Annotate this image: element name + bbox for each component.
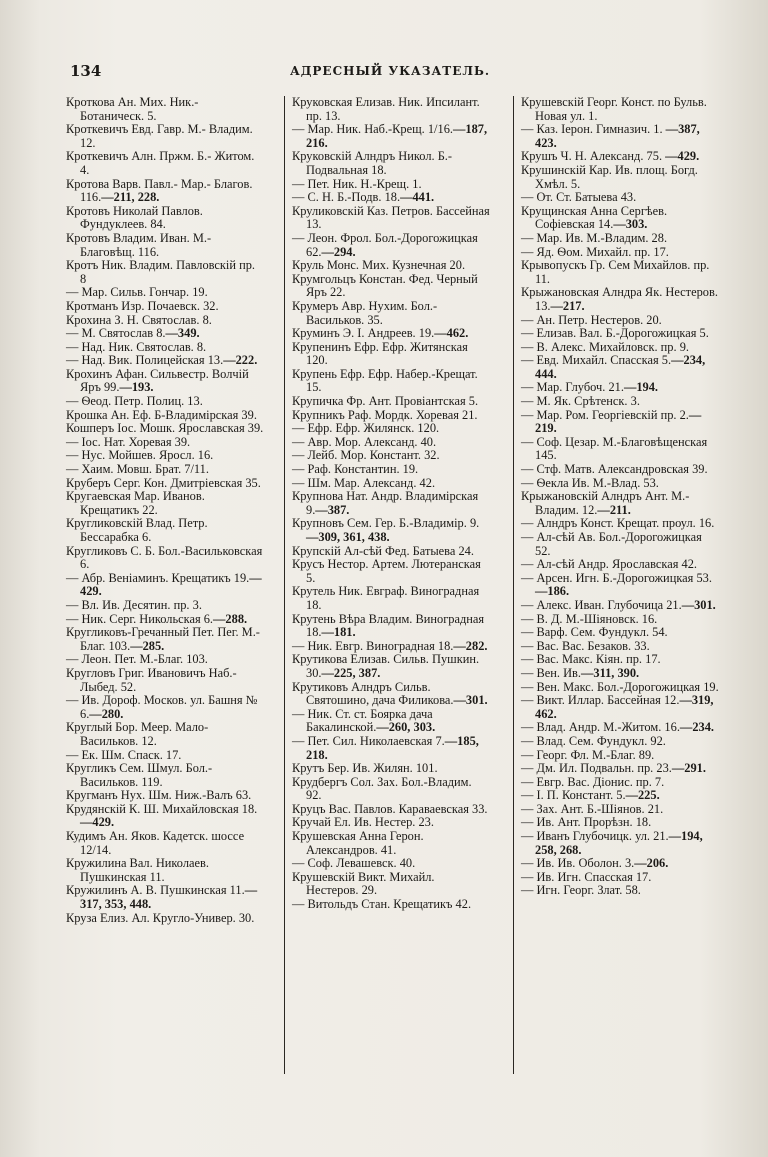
directory-entry: — Нус. Мойшев. Яросл. 16. <box>66 448 214 463</box>
directory-entry: — Ник. Евгр. Виноградная 18.—282. <box>292 638 488 653</box>
directory-entry: Крупенинъ Ефр. Ефр. Житянская 120. <box>292 339 468 368</box>
directory-entry: Крупичка Фр. Ант. Провіантская 5. <box>292 394 479 409</box>
directory-entry: Кроткевичъ Алн. Пржм. Б.- Житом. 4. <box>66 149 255 177</box>
directory-entry: — Шм. Мар. Александ. 42. <box>292 475 436 490</box>
directory-entry: Круминъ Э. І. Андреев. 19.—462. <box>292 326 469 341</box>
directory-entry: — Над. Вик. Полицейская 13.—222. <box>66 353 258 368</box>
directory-entry: — Вас. Вас. Безаков. 33. <box>521 638 650 653</box>
directory-entry: Круковскій Алндръ Никол. Б.-Подвальная 18. <box>292 149 453 177</box>
directory-entry: — Ник. Ст. ст. Боярка дача Бакалинской.—260, 303. <box>292 706 436 735</box>
directory-entry: Крупновъ Сем. Гер. Б.-Владимір. 9.—309, 361, 438. <box>292 516 480 544</box>
directory-entry: — Ѳекла Ив. М.-Влад. 53. <box>521 475 659 490</box>
directory-entry: Кругловъ Григ. Ивановичъ Наб.-Лыбед. 52. <box>66 665 237 694</box>
directory-entry: — Дм. Ил. Подвальн. пр. 23.—291. <box>521 761 706 776</box>
directory-entry: — Ив. Игн. Спасская 17. <box>521 869 652 884</box>
directory-entry: Круцъ Вас. Павлов. Караваевская 33. <box>292 801 488 816</box>
directory-entry: Крумгольцъ Констан. Фед. Черный Яръ 22. <box>292 271 478 300</box>
directory-entry: — Раф. Константин. 19. <box>292 462 419 477</box>
directory-entry: — Ан. Петр. Нестеров. 20. <box>521 312 662 327</box>
directory-entry: Крущинская Анна Сергѣев. Софіевская 14.—303. <box>521 203 668 232</box>
directory-entry: — Ив. Дороф. Москов. ул. Башня № 6.—280. <box>66 693 258 721</box>
directory-entry: Крупнова Нат. Андр. Владимірская 9.—387. <box>292 489 479 517</box>
directory-entry: — Іос. Нат. Хоревая 39. <box>66 434 191 449</box>
directory-entry: — Ефр. Ефр. Жилянск. 120. <box>292 421 440 436</box>
directory-entry: Кругликовъ-Гречанный Пет. Пег. М.-Благ. 103.—285. <box>66 625 260 653</box>
directory-entry: Крохина З. Н. Святослав. 8. <box>66 312 212 327</box>
directory-entry: — І. П. Констант. 5.—225. <box>521 788 660 803</box>
column-divider <box>284 96 285 1074</box>
directory-entry: Кругликъ Сем. Шмул. Бол.-Васильков. 119. <box>66 761 213 789</box>
directory-entry: — В. Алекс. Михайловск. пр. 9. <box>521 339 689 354</box>
directory-entry: — Варф. Сем. Фундукл. 54. <box>521 625 668 640</box>
directory-entry: Крошка Ан. Еф. Б-Владимірская 39. <box>66 407 257 422</box>
directory-entry: Кругликовскій Влад. Петр. Бессарабка 6. <box>66 516 208 544</box>
directory-entry: — Каз. Іерон. Гимназич. 1. —387, 423. <box>521 122 700 150</box>
directory-entry: Кудимъ Ан. Яков. Кадетск. шоссе 12/14. <box>66 829 245 857</box>
directory-entry: Крусъ Нестор. Артем. Лютеранская 5. <box>292 557 481 585</box>
directory-entry: Крупень Ефр. Ефр. Набер.-Крещат. 15. <box>292 366 478 395</box>
directory-entry: — Соф. Левашевск. 40. <box>292 856 416 871</box>
directory-entry: — Леон. Фрол. Бол.-Дорогожицкая 62.—294. <box>292 230 478 259</box>
directory-entry: — Викт. Иллар. Бассейная 12.—319, 462. <box>521 693 714 721</box>
directory-entry: — Над. Ник. Святослав. 8. <box>66 339 207 354</box>
directory-entry: — Вен. Макс. Бол.-Дорогожицкая 19. <box>521 679 719 694</box>
directory-entry: — Мар. Ром. Георгіевскій пр. 2.—219. <box>521 407 702 436</box>
directory-entry: — Леон. Пет. М.-Благ. 103. <box>66 652 208 667</box>
directory-entry: Круликовскій Каз. Петров. Бассейная 13. <box>292 203 490 232</box>
directory-entry: — Алекс. Иван. Глубочица 21.—301. <box>521 597 716 612</box>
directory-column-2 <box>292 96 490 912</box>
directory-entry: — Ѳеод. Петр. Полиц. 13. <box>66 394 203 409</box>
directory-entry: Кротъ Ник. Владим. Павловскій пр. 8 <box>66 258 256 286</box>
directory-entry: — От. Ст. Батыева 43. <box>521 190 637 205</box>
directory-entry: — Ек. Шм. Спаск. 17. <box>66 747 182 762</box>
directory-entry: — Ив. Ив. Оболон. 3.—206. <box>521 856 669 871</box>
directory-entry: Крутель Ник. Евграф. Виноградная 18. <box>292 584 480 612</box>
directory-entry: — Иванъ Глубочицк. ул. 21.—194, 258, 268. <box>521 829 703 857</box>
directory-entry: — Авр. Мор. Александ. 40. <box>292 434 437 449</box>
directory-entry: — Вас. Макс. Кіян. пр. 17. <box>521 652 661 667</box>
directory-entry: Круглый Бор. Меер. Мало-Васильков. 12. <box>66 720 209 748</box>
directory-entry: — Стф. Матв. Александровская 39. <box>521 462 708 477</box>
running-title: АДРЕСНЫЙ УКАЗАТЕЛЬ. <box>289 64 491 78</box>
directory-entry: Крушевскій Георг. Конст. по Бульв. Новая ул. 1. <box>521 95 707 123</box>
directory-entry: — Абр. Веніаминъ. Крещатикъ 19.—429. <box>66 570 262 599</box>
directory-entry: — Мар. Ив. М.-Владим. 28. <box>521 230 668 245</box>
directory-entry: Крыжановскій Алндръ Ант. М.-Владим. 12.—211. <box>521 489 690 517</box>
directory-entry: — Ал-сѣй Ав. Бол.-Дорогожицкая 52. <box>521 530 702 558</box>
directory-entry: Крупскій Ал-сѣй Фед. Батыева 24. <box>292 543 474 558</box>
directory-entry: — Соф. Цезар. М.-Благовѣщенская 145. <box>521 434 708 463</box>
directory-entry: Кручай Ел. Ив. Нестер. 23. <box>292 815 434 830</box>
directory-entry: Крудянскій К. Ш. Михайловская 18.—429. <box>66 801 258 830</box>
directory-entry: Кротовъ Николай Павлов. Фундуклеев. 84. <box>66 203 203 232</box>
directory-entry: — М. Як. Срѣтенск. 3. <box>521 394 640 409</box>
directory-entry: — Яд. Ѳом. Михайл. пр. 17. <box>521 244 669 259</box>
directory-entry: Круберъ Серг. Кон. Дмитріевская 35. <box>66 475 261 490</box>
directory-entry: Кротова Варв. Павл.- Мар.- Благов. 116.—211, 228. <box>66 176 253 205</box>
directory-entry: — Елизав. Вал. Б.-Дорогожицкая 5. <box>521 326 709 341</box>
directory-entry: — Ал-сѣй Андр. Ярославская 42. <box>521 557 698 572</box>
directory-entry: Крушинскій Кар. Ив. площ. Богд. Хмѣл. 5. <box>521 162 698 191</box>
directory-entry: Крумеръ Авр. Нухим. Бол.-Васильков. 35. <box>292 298 438 327</box>
directory-entry: Круль Монс. Мих. Кузнечная 20. <box>292 258 466 273</box>
directory-entry: Кротовъ Владим. Иван. М.- Благовѣщ. 116. <box>66 230 212 259</box>
directory-entry: Крыжановская Алндра Як. Нестеров. 13.—217. <box>521 285 718 313</box>
directory-entry: Кроткевичъ Евд. Гавр. М.- Владим. 12. <box>66 122 253 150</box>
directory-entry: — Алндръ Конст. Крещат. проул. 16. <box>521 516 715 531</box>
directory-entry: Крушевскій Викт. Михайл. Нестеров. 29. <box>292 869 435 898</box>
directory-entry: — Ник. Серг. Никольская 6.—288. <box>66 611 248 626</box>
directory-entry: — Евгр. Вас. Діонис. пр. 7. <box>521 774 665 789</box>
directory-entry: Крывопускъ Гр. Сем Михайлов. пр. 11. <box>521 258 710 286</box>
directory-entry: Кроткова Ан. Мих. Ник.- Ботаническ. 5. <box>66 95 199 123</box>
directory-entry: — Зах. Ант. Б.-Шіянов. 21. <box>521 801 664 816</box>
directory-entry: — Влад. Сем. Фундукл. 92. <box>521 733 666 748</box>
directory-entry: — Вен. Ив.—311, 390. <box>521 665 640 680</box>
directory-entry: — В. Д. М.-Шіяновск. 16. <box>521 611 658 626</box>
directory-entry: Кротманъ Изр. Почаевск. 32. <box>66 298 219 313</box>
directory-entry: Круза Елиз. Ал. Кругло-Универ. 30. <box>66 910 255 925</box>
directory-entry: — С. Н. Б.-Подв. 18.—441. <box>292 190 435 205</box>
directory-entry: Круковская Елизав. Ник. Ипсилант. пр. 13. <box>292 95 480 123</box>
page-number: 134 <box>70 62 102 80</box>
directory-entry: — Мар. Глубоч. 21.—194. <box>521 380 659 395</box>
directory-entry: — М. Святослав 8.—349. <box>66 326 200 341</box>
directory-entry: — Евд. Михайл. Спасская 5.—234, 444. <box>521 353 706 381</box>
directory-entry: Крудбергъ Сол. Зах. Бол.-Владим. 92. <box>292 774 472 803</box>
directory-entry: Кружилинъ А. В. Пушкинская 11.—317, 353, 448. <box>66 883 258 912</box>
directory-entry: Крупникъ Раф. Мордк. Хоревая 21. <box>292 407 478 422</box>
directory-entry: — Ив. Ант. Прорѣзн. 18. <box>521 815 652 830</box>
directory-column-3 <box>521 96 719 898</box>
directory-entry: — Вл. Ив. Десятин. пр. 3. <box>66 597 202 612</box>
directory-entry: Крушевская Анна Герон. Александров. 41. <box>292 829 424 857</box>
directory-entry: Крутиковъ Алндръ Сильв. Святошино, дача Филикова.—301. <box>292 679 488 708</box>
page-header <box>70 62 710 82</box>
directory-column-1 <box>66 96 264 925</box>
directory-entry: — Игн. Георг. Злат. 58. <box>521 883 641 898</box>
directory-entry: — Влад. Андр. М.-Житом. 16.—234. <box>521 720 714 735</box>
directory-entry: — Арсен. Игн. Б.-Дорогожицкая 53.—186. <box>521 570 712 599</box>
directory-entry: — Георг. Фл. М.-Благ. 89. <box>521 747 655 762</box>
directory-entry: — Пет. Ник. Н.-Крещ. 1. <box>292 176 422 191</box>
directory-entry: Крутень Вѣра Владим. Виноградная 18.—181. <box>292 611 485 640</box>
directory-entry: Крутъ Бер. Ив. Жилян. 101. <box>292 761 438 776</box>
directory-entry: Кружилина Вал. Николаев. Пушкинская 11. <box>66 856 209 884</box>
column-divider <box>513 96 514 1074</box>
directory-entry: — Мар. Сильв. Гончар. 19. <box>66 285 208 300</box>
directory-entry: — Хаим. Мовш. Брат. 7/11. <box>66 462 209 477</box>
directory-entry: Кругаевская Мар. Иванов. Крещатикъ 22. <box>66 489 205 517</box>
directory-entry: — Пет. Сил. Николаевская 7.—185, 218. <box>292 733 479 762</box>
directory-entry: Крушъ Ч. Н. Александ. 75. —429. <box>521 149 700 164</box>
directory-entry: Кругликовъ С. Б. Бол.-Васильковская 6. <box>66 543 263 572</box>
directory-entry: — Лейб. Мор. Констант. 32. <box>292 448 440 463</box>
directory-entry: Крутикова Елизав. Сильв. Пушкин. 30.—225, 387. <box>292 652 480 680</box>
directory-entry: — Мар. Ник. Наб.-Крещ. 1/16.—187, 216. <box>292 122 488 150</box>
directory-entry: Кругманъ Нух. Шм. Ниж.-Валъ 63. <box>66 788 252 803</box>
directory-entry: Крохинъ Афан. Сильвестр. Волчій Яръ 99.—193. <box>66 366 249 395</box>
directory-entry: — Витольдъ Стан. Крещатикъ 42. <box>292 897 472 912</box>
directory-entry: Кошперъ Іос. Мошк. Ярославская 39. <box>66 421 264 436</box>
